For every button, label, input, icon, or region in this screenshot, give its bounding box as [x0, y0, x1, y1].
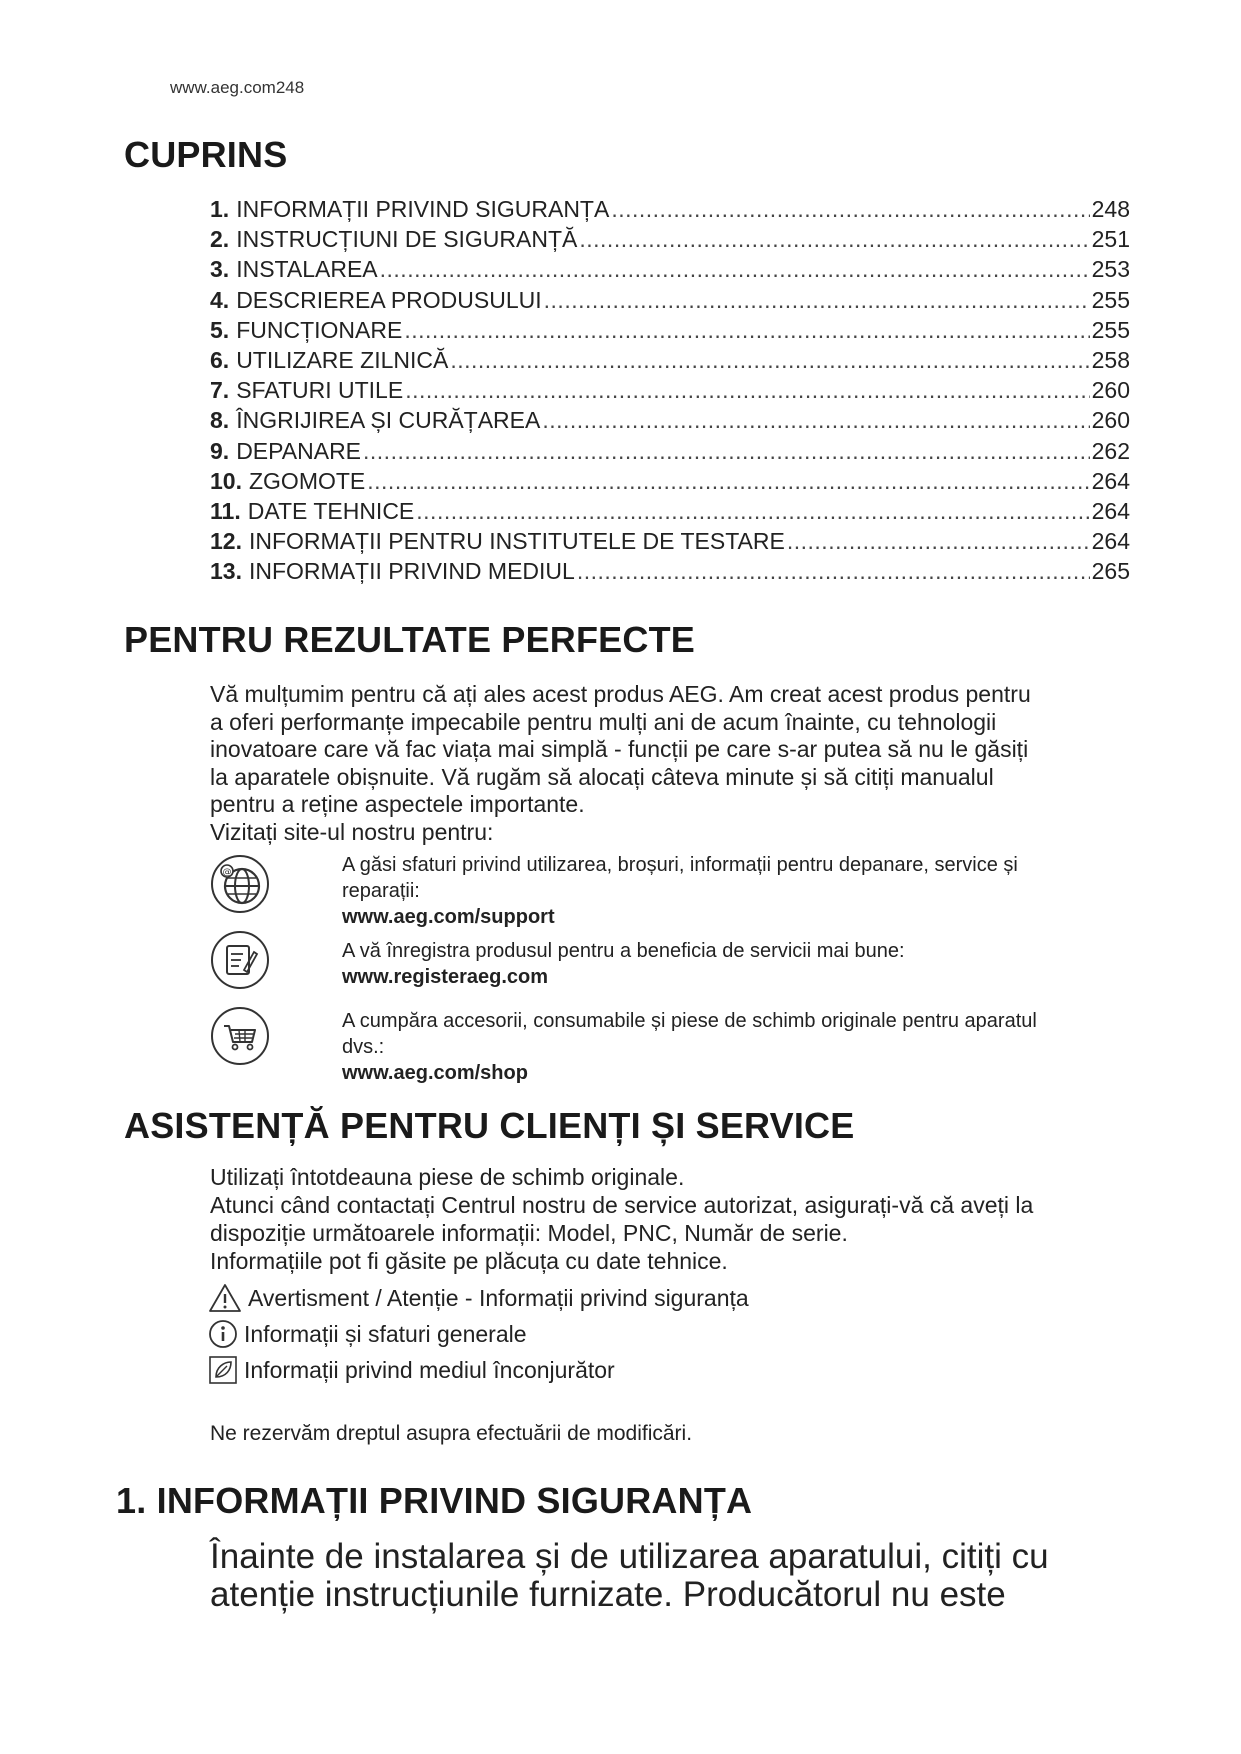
toc-leader: [380, 256, 1090, 283]
toc-number: 10.: [210, 467, 242, 494]
legend-item-warning: [208, 1280, 749, 1316]
toc-leader: [450, 347, 1089, 374]
support-link-row: [210, 852, 1130, 928]
intro-line: pentru a reține aspectele importante.: [210, 791, 585, 818]
toc-row[interactable]: [210, 196, 1130, 226]
modifications-note: Ne rezervăm dreptul asupra efectuării de modificări.: [210, 1422, 693, 1445]
toc-title: UTILIZARE ZILNICĂ: [236, 346, 449, 373]
toc-row[interactable]: [210, 558, 1130, 588]
toc-leader: [787, 528, 1090, 555]
toc-leader: [367, 468, 1089, 495]
toc-title: INSTRUCȚIUNI DE SIGURANȚĂ: [236, 226, 578, 253]
support-url-link[interactable]: www.aeg.com/support: [342, 906, 555, 928]
service-text: [210, 1163, 1140, 1275]
toc-page: 264: [1091, 497, 1130, 524]
register-description: A vă înregistra produsul pentru a beneficia de servicii mai bune:: [342, 940, 905, 962]
toc-row[interactable]: [210, 347, 1130, 377]
support-link-text: [342, 852, 1132, 930]
toc-number: 4.: [210, 286, 230, 313]
shop-url-link[interactable]: www.aeg.com/shop: [342, 1062, 528, 1084]
toc-heading: CUPRINS: [124, 134, 288, 175]
toc-number: 12.: [210, 528, 242, 555]
toc-title: ZGOMOTE: [248, 467, 366, 494]
toc-number: 2.: [210, 226, 230, 253]
table-of-contents: [210, 196, 1130, 588]
website-links: [210, 852, 1130, 1084]
svg-text:@: @: [222, 867, 232, 878]
toc-row[interactable]: [210, 528, 1130, 558]
toc-number: 7.: [210, 377, 230, 404]
toc-leader: [542, 407, 1089, 434]
toc-page: 258: [1091, 346, 1130, 373]
toc-number: 5.: [210, 316, 230, 343]
safety-info-heading: 1. INFORMAȚII PRIVIND SIGURANȚA: [116, 1480, 753, 1521]
toc-leader: [416, 498, 1089, 525]
info-label: Informații și sfaturi generale: [244, 1320, 527, 1347]
toc-row[interactable]: [210, 438, 1130, 468]
support-description-cont: reparații:: [342, 880, 420, 902]
register-form-icon: [210, 930, 270, 990]
toc-page: 260: [1091, 377, 1130, 404]
toc-leader: [577, 558, 1090, 585]
toc-row[interactable]: [210, 377, 1130, 407]
toc-number: 1.: [210, 196, 230, 222]
leaf-icon: [208, 1355, 238, 1385]
shop-link-row: [210, 1004, 1130, 1084]
toc-number: 3.: [210, 256, 230, 283]
toc-page: 260: [1091, 407, 1130, 434]
shop-description-cont: dvs.:: [342, 1036, 385, 1058]
support-description: A găsi sfaturi privind utilizarea, broșuri, informații pentru depanare, service și: [342, 854, 1018, 876]
register-link-row: [210, 928, 1130, 1004]
toc-row[interactable]: [210, 317, 1130, 347]
toc-title: INFORMAȚII PRIVIND SIGURANȚA: [236, 196, 610, 222]
warning-icon: [208, 1283, 242, 1313]
toc-page: 264: [1091, 528, 1130, 555]
toc-title: DEPANARE: [236, 437, 362, 464]
toc-number: 13.: [210, 558, 242, 585]
toc-title: FUNCȚIONARE: [236, 316, 403, 343]
intro-line: inovatoare care vă fac viața mai simplă - funcții pe care s-ar putea să nu le găsiți: [210, 736, 1029, 763]
toc-number: 6.: [210, 346, 230, 373]
toc-row[interactable]: [210, 287, 1130, 317]
toc-row[interactable]: [210, 256, 1130, 286]
shop-description: A cumpăra accesorii, consumabile și piese de schimb originale pentru aparatul: [342, 1010, 1037, 1032]
toc-title: SFATURI UTILE: [236, 377, 404, 404]
toc-page: 255: [1091, 316, 1130, 343]
toc-title: ÎNGRIJIREA ȘI CURĂȚAREA: [236, 407, 541, 434]
toc-leader: [579, 226, 1089, 253]
toc-leader: [404, 317, 1089, 344]
symbol-legend: [208, 1280, 749, 1388]
toc-number: 8.: [210, 407, 230, 434]
environment-label: Informații privind mediul înconjurător: [244, 1356, 615, 1383]
register-link-text: [342, 938, 1132, 990]
toc-row[interactable]: [210, 498, 1130, 528]
safety-line: Înainte de instalarea și de utilizarea aparatului, citiți cu: [210, 1537, 1049, 1576]
toc-row[interactable]: [210, 226, 1130, 256]
toc-number: 9.: [210, 437, 230, 464]
legend-item-environment: [208, 1352, 749, 1388]
toc-title: INFORMAȚII PENTRU INSTITUTELE DE TESTARE: [248, 528, 785, 555]
intro-text: [210, 681, 1140, 847]
service-line: Utilizați întotdeauna piese de schimb originale.: [210, 1164, 685, 1190]
toc-number: 11.: [210, 497, 241, 524]
shop-link-text: [342, 1008, 1132, 1086]
toc-leader: [544, 287, 1090, 314]
intro-line: a oferi performanțe impecabile pentru mulți ani de acum înainte, cu tehnologii: [210, 708, 997, 735]
toc-title: INFORMAȚII PRIVIND MEDIUL: [248, 558, 575, 585]
toc-title: DATE TEHNICE: [247, 497, 415, 524]
toc-leader: [405, 377, 1089, 404]
shopping-cart-icon: [210, 1006, 270, 1066]
toc-page: 255: [1091, 286, 1130, 313]
intro-line: Vizitați site-ul nostru pentru:: [210, 818, 494, 845]
toc-page: 248: [1091, 196, 1130, 222]
perfect-results-heading: PENTRU REZULTATE PERFECTE: [124, 619, 695, 660]
toc-row[interactable]: [210, 468, 1130, 498]
intro-line: la aparatele obișnuite. Vă rugăm să alocați câteva minute și să citiți manualul: [210, 763, 994, 790]
service-line: Atunci când contactați Centrul nostru de service autorizat, asigurați-vă că aveți la: [210, 1192, 1034, 1218]
legend-item-info: [208, 1316, 749, 1352]
intro-line: Vă mulțumim pentru că ați ales acest produs AEG. Am creat acest produs pentru: [210, 681, 1031, 707]
service-line: Informațiile pot fi găsite pe plăcuța cu date tehnice.: [210, 1248, 728, 1274]
warning-label: Avertisment / Atenție - Informații privind siguranța: [248, 1284, 749, 1311]
toc-leader: [611, 196, 1089, 223]
toc-page: 264: [1091, 467, 1130, 494]
toc-page: 265: [1091, 558, 1130, 585]
toc-row[interactable]: [210, 407, 1130, 437]
toc-title: DESCRIEREA PRODUSULUI: [236, 286, 542, 313]
toc-page: 253: [1091, 256, 1130, 283]
customer-service-heading: ASISTENȚĂ PENTRU CLIENȚI ȘI SERVICE: [124, 1105, 855, 1146]
register-url-link[interactable]: www.registeraeg.com: [342, 966, 548, 988]
service-line: dispoziție următoarele informații: Model, PNC, Număr de serie.: [210, 1220, 848, 1246]
site-url-header: www.aeg.com248: [170, 78, 305, 97]
globe-icon: [210, 854, 270, 914]
info-icon: [208, 1319, 238, 1349]
toc-page: 262: [1091, 437, 1130, 464]
toc-title: INSTALAREA: [236, 256, 378, 283]
toc-page: 251: [1091, 226, 1130, 253]
safety-intro-text: [210, 1538, 1170, 1614]
safety-line: atenție instrucțiunile furnizate. Producătorul nu este: [210, 1575, 1006, 1614]
toc-leader: [363, 438, 1090, 465]
